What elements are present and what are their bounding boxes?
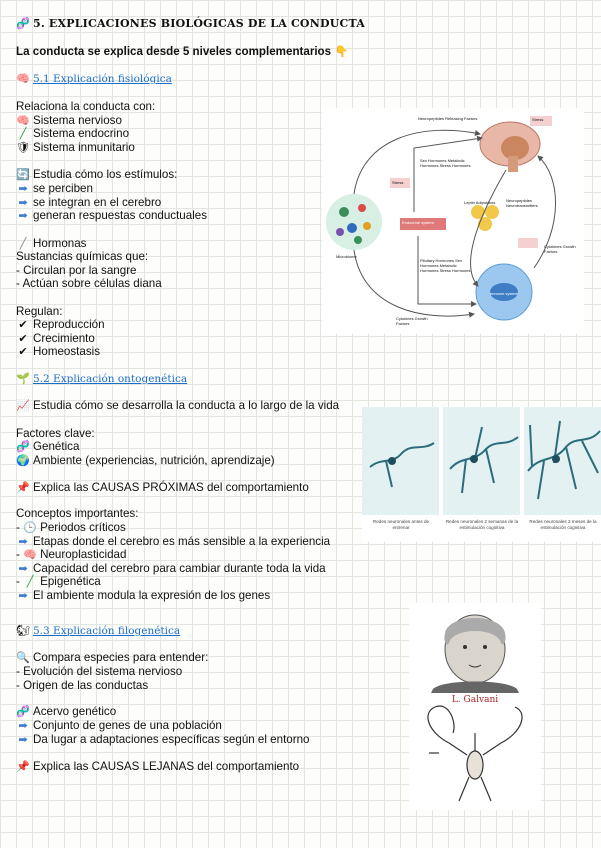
section-heading-filogenetica[interactable]: 🐿 5.3 Explicación filogenética xyxy=(16,625,181,637)
brain-illustration xyxy=(480,122,540,172)
hormones-title: ╱ Hormonas xyxy=(16,237,86,252)
stimuli-item: ➡ se perciben xyxy=(16,182,93,197)
arrow-right-icon: ➡ xyxy=(18,210,28,222)
compare-item: - Origen de las conductas xyxy=(16,679,149,692)
compare-item: - Evolución del sistema nervioso xyxy=(16,665,183,678)
syringe-icon: ╱ xyxy=(19,128,27,140)
concept-item: - 🕒 Periodos críticos xyxy=(16,521,126,534)
shield-icon: 🛡 xyxy=(16,142,30,154)
arrow-right-icon: ➡ xyxy=(18,734,28,746)
stimuli-item: ➡ generan respuestas conductuales xyxy=(16,209,207,224)
chart-increasing-icon: 📈 xyxy=(16,400,30,412)
magnifier-icon: 🔍 xyxy=(16,652,30,664)
diagram-label: Pituitary Hormones Sex Hormones Metabolic Hormones Stress Hormones xyxy=(420,258,471,273)
microbiome-illustration xyxy=(326,194,382,250)
factor-item: 🌍 Ambiente (experiencias, nutrición, aprendizaje) xyxy=(16,454,275,467)
diagram-label: Stress xyxy=(392,180,404,185)
diagram-label: Cytokines Growth Factors xyxy=(544,244,576,254)
system-item: 🛡 Sistema inmunitario xyxy=(16,141,135,154)
pushpin-icon: 📌 xyxy=(16,761,30,773)
galvani-figure xyxy=(409,603,541,810)
section-heading-fisiologica[interactable]: 🧠 5.1 Explicación fisiológica xyxy=(16,73,172,85)
arrow-right-icon: ➡ xyxy=(18,536,28,548)
frog-experiment-illustration xyxy=(428,706,522,801)
dna-icon: 🧬 xyxy=(16,17,30,30)
brain-icon: 🧠 xyxy=(16,73,30,85)
globe-icon: 🌍 xyxy=(16,455,30,467)
concept-item: - ╱ Epigenética xyxy=(16,575,101,588)
diagram-label: Neuropeptides Releasing Factors xyxy=(418,116,478,121)
concept-item: - 🧠 Neuroplasticidad xyxy=(16,548,127,561)
intro-text: La conducta se explica desde 5 niveles complementarios 👇 xyxy=(16,45,349,58)
check-icon: ✔ xyxy=(18,333,28,345)
page-title: 🧬 5. EXPLICACIONES BIOLÓGICAS DE LA CONDUCTA xyxy=(16,17,365,30)
squirrel-icon: 🐿 xyxy=(16,625,30,637)
stimuli-item: ➡ se integran en el cerebro xyxy=(16,196,161,211)
diagram-label: Stress xyxy=(532,117,544,122)
neural-networks-figure xyxy=(362,407,601,542)
neural-panel-2-weeks xyxy=(443,407,520,515)
arrow-right-icon: ➡ xyxy=(18,590,28,602)
neuron-body xyxy=(470,455,478,463)
portrait-caption: L. Galvani xyxy=(451,695,499,705)
check-icon: ✔ xyxy=(18,346,28,358)
arrow-right-icon: ➡ xyxy=(18,197,28,209)
neuron-body xyxy=(388,457,396,465)
clock-icon: 🕒 xyxy=(23,522,37,534)
system-item: ╱ Sistema endocrino xyxy=(16,127,129,142)
section-heading-ontogenetica[interactable]: 🌱 5.2 Explicación ontogenética xyxy=(16,373,188,385)
brain-icon: 🧠 xyxy=(16,115,30,127)
neural-caption: Redes neuronales 2 meses de la estimulación cognitiva xyxy=(529,519,597,530)
neural-caption: Redes neuronales 2 semanas de la estimulación cognitiva xyxy=(445,519,519,530)
arrow-right-icon: ➡ xyxy=(18,563,28,575)
concept-item: ➡ Capacidad del cerebro para cambiar durante toda la vida xyxy=(16,562,326,577)
diagram-label: Leptin Adipokines xyxy=(464,200,496,205)
dna-icon: 🧬 xyxy=(16,706,30,718)
system-item: 🧠 Sistema nervioso xyxy=(16,114,122,127)
diagram-label: Sex Hormones Metabolic Hormones Stress Hormones xyxy=(420,158,471,168)
diagram-label: Cytokines Growth Factors xyxy=(396,316,428,326)
distal-causes: 📌 Explica las CAUSAS LEJANAS del comportamiento xyxy=(16,760,300,773)
physiology-diagram xyxy=(322,108,584,334)
proximate-causes: 📌 Explica las CAUSAS PRÓXIMAS del comportamiento xyxy=(16,481,309,494)
hormones-sub: Sustancias químicas que: xyxy=(16,250,149,263)
seedling-icon: 🌱 xyxy=(16,373,30,385)
regulate-title: Regulan: xyxy=(16,305,63,318)
factors-title: Factores clave: xyxy=(16,427,95,440)
acervo-title: 🧬 Acervo genético xyxy=(16,705,117,718)
diagram-label: Immune system xyxy=(490,291,519,296)
neural-caption: Redes neuronales antes de entrenar xyxy=(372,519,430,530)
regulate-item: ✔ Crecimiento xyxy=(16,332,95,347)
diagram-label: Microbiome xyxy=(336,254,357,259)
cycle-icon: 🔄 xyxy=(16,169,30,181)
relates-text: Relaciona la conducta con: xyxy=(16,100,156,113)
brain-icon: 🧠 xyxy=(23,549,37,561)
neural-panel-before xyxy=(362,407,439,515)
galvani-portrait xyxy=(431,615,519,693)
diagram-label: Neuropeptides Neurotransmitters xyxy=(506,198,538,208)
dna-icon: 🧬 xyxy=(16,441,30,453)
factor-item: 🧬 Genética xyxy=(16,440,80,453)
pointing-hand-icon: 👇 xyxy=(334,46,349,58)
ontogeny-studies: 📈 Estudia cómo se desarrolla la conducta a lo largo de la vida xyxy=(16,399,340,412)
arrow-right-icon: ➡ xyxy=(18,720,28,732)
arrow-right-icon: ➡ xyxy=(18,183,28,195)
test-tube-icon: ╱ xyxy=(26,576,34,588)
acervo-item: ➡ Da lugar a adaptaciones específicas según el entorno xyxy=(16,733,310,748)
stimuli-title: 🔄 Estudia cómo los estímulos: xyxy=(16,168,178,181)
syringe-icon: ╱ xyxy=(19,238,27,250)
hormones-item: - Circulan por la sangre xyxy=(16,264,137,277)
diagram-label: Endocrine system xyxy=(402,220,434,225)
neural-panel-2-months xyxy=(524,407,601,515)
compare-text: 🔍 Compara especies para entender: xyxy=(16,651,209,664)
check-icon: ✔ xyxy=(18,319,28,331)
regulate-item: ✔ Reproducción xyxy=(16,318,105,333)
pushpin-icon: 📌 xyxy=(16,482,30,494)
hormones-item: - Actúan sobre células diana xyxy=(16,277,162,290)
concept-item: ➡ El ambiente modula la expresión de los genes xyxy=(16,589,270,604)
concept-item: ➡ Etapas donde el cerebro es más sensible a la experiencia xyxy=(16,535,330,550)
acervo-item: ➡ Conjunto de genes de una población xyxy=(16,719,222,734)
regulate-item: ✔ Homeostasis xyxy=(16,345,100,360)
neuron-body xyxy=(552,455,560,463)
stress-flag xyxy=(518,238,538,248)
concepts-title: Conceptos importantes: xyxy=(16,507,139,520)
